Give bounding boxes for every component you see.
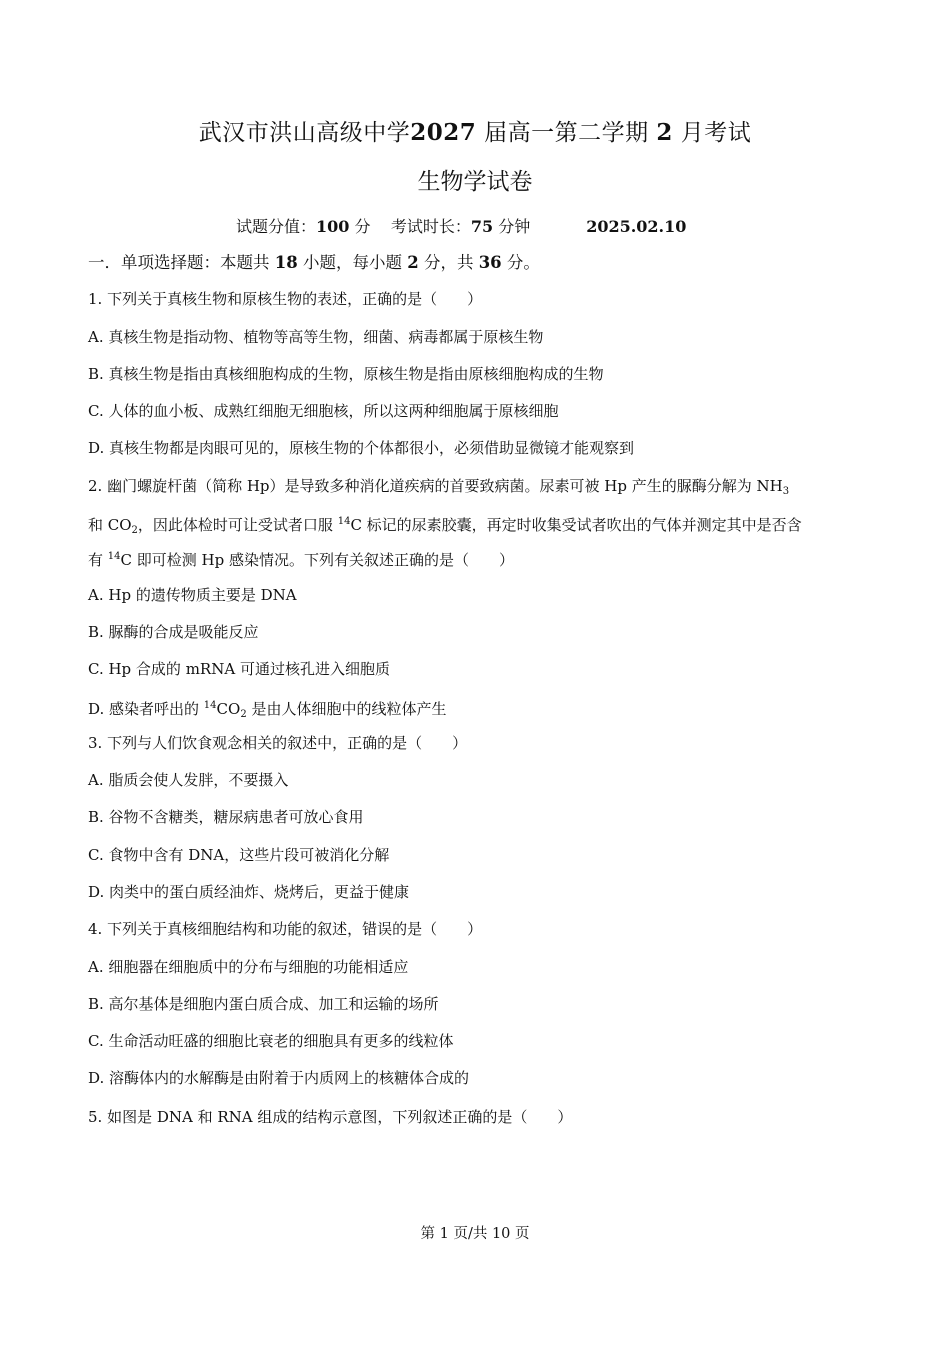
question-4-option-b: B. 高尔基体是细胞内蛋白质合成、加工和运输的场所: [88, 995, 439, 1013]
question-2-option-d: [88, 696, 446, 725]
superscript: 14: [107, 551, 121, 562]
stem-text: C 标记的尿素胶囊，再定时收集受试者吹出的气体并测定其中是否含: [350, 516, 802, 534]
superscript: 14: [337, 516, 351, 527]
question-1-option-d: D. 真核生物都是肉眼可见的，原核生物的个体都很小，必须借助显微镜才能观察到: [88, 439, 635, 457]
question-3-option-a: A. 脂质会使人发胖，不要摄入: [88, 771, 289, 789]
exam-meta: [236, 214, 686, 237]
stem-text: 和 CO: [88, 516, 132, 534]
question-4-stem: 4. 下列关于真核细胞结构和功能的叙述，错误的是（ ）: [88, 920, 483, 938]
page-footer: 第 1 页/共 10 页: [420, 1226, 530, 1242]
points-each: 2: [407, 253, 419, 272]
question-4-option-a: A. 细胞器在细胞质中的分布与细胞的功能相适应: [88, 958, 409, 976]
superscript: 14: [203, 700, 217, 711]
question-2-option-c: C. Hp 合成的 mRNA 可通过核孔进入细胞质: [88, 660, 390, 678]
question-3-option-b: B. 谷物不含糖类，糖尿病患者可放心食用: [88, 808, 364, 826]
title-month: 2: [656, 119, 673, 146]
stem-text: C 即可检测 Hp 感染情况。下列有关叙述正确的是（ ）: [120, 551, 514, 569]
question-5-stem: 5. 如图是 DNA 和 RNA 组成的结构示意图，下列叙述正确的是（ ）: [88, 1108, 573, 1126]
exam-title: [0, 114, 950, 147]
title-text: 武汉市洪山高级中学: [198, 120, 411, 146]
subscript: 2: [240, 709, 247, 720]
question-1-stem: 1. 下列关于真核生物和原核生物的表述，正确的是（ ）: [88, 290, 483, 308]
question-1-option-b: B. 真核生物是指由真核细胞构成的生物，原核生物是指由原核细胞构成的生物: [88, 365, 604, 383]
time-unit: 分钟: [493, 217, 531, 236]
stem-text: 2. 幽门螺旋杆菌（简称 Hp）是导致多种消化道疾病的首要致病菌。尿素可被 Hp 产生的脲酶分解为 NH: [88, 477, 783, 495]
time-label: 考试时长：: [390, 217, 471, 236]
question-2-option-a: A. Hp 的遗传物质主要是 DNA: [88, 586, 297, 604]
question-2-stem-line3: [88, 547, 514, 570]
score-unit: 分: [349, 217, 371, 236]
section-text: 小题，每小题: [297, 253, 408, 272]
option-text: 是由人体细胞中的线粒体产生: [246, 700, 447, 718]
question-4-option-d: D. 溶酶体内的水解酶是由附着于内质网上的核糖体合成的: [88, 1069, 470, 1087]
question-3-option-d: D. 肉类中的蛋白质经油炸、烧烤后，更益于健康: [88, 883, 410, 901]
score-value: 100: [316, 217, 350, 236]
option-text: CO: [216, 700, 241, 718]
title-text: 届高一第二学期: [476, 120, 657, 146]
question-2-stem-line1: [88, 476, 789, 502]
points-total: 36: [478, 253, 502, 272]
stem-text: ，因此体检时可让受试者口服: [137, 516, 338, 534]
subscript: 2: [131, 525, 138, 536]
stem-text: 有: [88, 551, 108, 569]
section-text: 分，共: [418, 253, 479, 272]
title-text: 月考试: [672, 120, 752, 146]
option-text: D. 感染者呼出的: [88, 700, 204, 718]
section-heading: [88, 253, 540, 273]
section-text: 分。: [501, 253, 540, 272]
time-value: 75: [470, 217, 494, 236]
question-1-option-c: C. 人体的血小板、成熟红细胞无细胞核，所以这两种细胞属于原核细胞: [88, 402, 559, 420]
question-count: 18: [274, 253, 298, 272]
score-label: 试题分值：: [236, 217, 317, 236]
title-year: 2027: [410, 119, 477, 146]
question-4-option-c: C. 生命活动旺盛的细胞比衰老的细胞具有更多的线粒体: [88, 1032, 454, 1050]
section-text: 一．单项选择题：本题共: [88, 253, 275, 272]
exam-date: 2025.02.10: [586, 217, 687, 236]
question-3-option-c: C. 食物中含有 DNA，这些片段可被消化分解: [88, 846, 390, 864]
question-2-option-b: B. 脲酶的合成是吸能反应: [88, 623, 259, 641]
question-1-option-a: A. 真核生物是指动物、植物等高等生物，细菌、病毒都属于原核生物: [88, 328, 544, 346]
question-3-stem: 3. 下列与人们饮食观念相关的叙述中，正确的是（ ）: [88, 734, 468, 752]
question-2-stem-line2: [88, 512, 802, 541]
exam-subtitle: 生物学试卷: [417, 169, 533, 195]
subscript: 3: [782, 486, 790, 497]
